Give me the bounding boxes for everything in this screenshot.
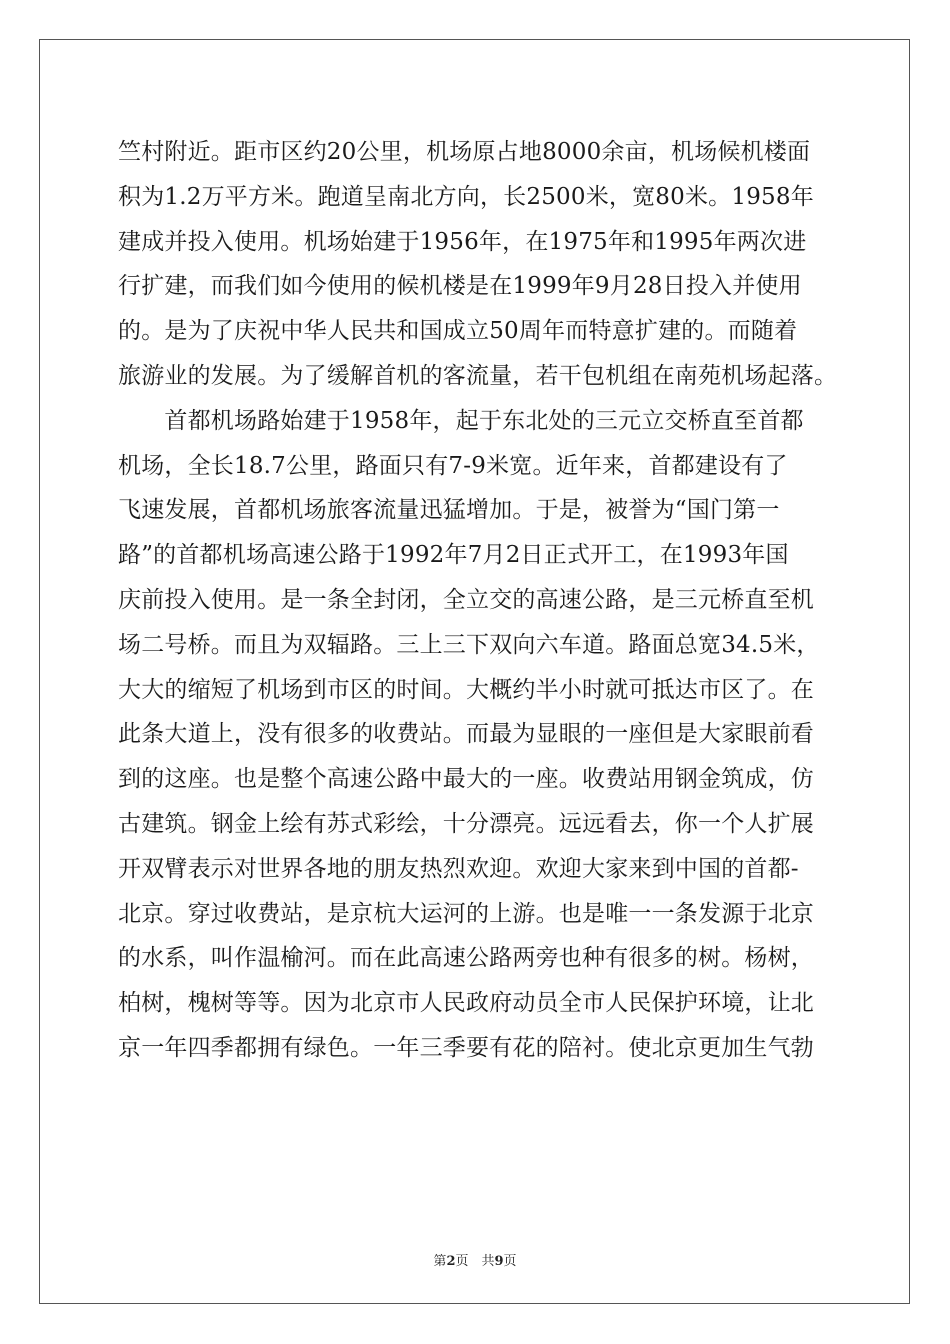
text-line: 场二号桥。而且为双辐路。三上三下双向六车道。路面总宽34.5米， [118, 631, 820, 658]
document-body [118, 130, 836, 1071]
text-line: 路”的首都机场高速公路于1992年7月2日正式开工，在1993年国 [118, 542, 789, 569]
text-line: 飞速发展，首都机场旅客流量迅猛增加。于是，被誉为“国门第一 [118, 497, 780, 524]
text-line: 的水系，叫作温榆河。而在此高速公路两旁也种有很多的树。杨树， [118, 945, 814, 972]
text-line: 的。是为了庆祝中华人民共和国成立50周年而特意扩建的。而随着 [118, 318, 798, 345]
text-line: 积为1.2万平方米。跑道呈南北方向，长2500米，宽80米。1958年 [118, 183, 814, 210]
text-line: 庆前投入使用。是一条全封闭，全立交的高速公路，是三元桥直至机 [118, 586, 814, 613]
page-number-current: 2 [446, 1254, 456, 1269]
text-line: 此条大道上，没有很多的收费站。而最为显眼的一座但是大家眼前看 [118, 721, 814, 748]
page-footer [0, 1250, 950, 1269]
page-number-mid: 页 共 [455, 1254, 495, 1269]
text-line: 北京。穿过收费站，是京杭大运河的上游。也是唯一一条发源于北京 [118, 900, 814, 927]
text-line: 到的这座。也是整个高速公路中最大的一座。收费站用钢金筑成，仿 [118, 766, 814, 793]
text-line: 大大的缩短了机场到市区的时间。大概约半小时就可抵达市区了。在 [118, 676, 814, 703]
text-line: 建成并投入使用。机场始建于1956年，在1975年和1995年两次进 [118, 228, 807, 255]
text-line: 旅游业的发展。为了缓解首机的客流量，若干包机组在南苑机场起落。 [118, 362, 838, 389]
text-line: 开双臂表示对世界各地的朋友热烈欢迎。欢迎大家来到中国的首都- [118, 855, 799, 882]
text-line: 京一年四季都拥有绿色。一年三季要有花的陪衬。使北京更加生气勃 [118, 1034, 814, 1061]
text-line: 柏树，槐树等等。因为北京市人民政府动员全市人民保护环境，让北 [118, 990, 814, 1017]
page-number-total: 9 [494, 1254, 504, 1269]
text-line: 古建筑。钢金上绘有苏式彩绘，十分漂亮。远远看去，你一个人扩展 [118, 810, 814, 837]
page-number-prefix: 第 [433, 1254, 447, 1269]
text-line: 首都机场路始建于1958年，起于东北处的三元立交桥直至首都 [118, 407, 804, 434]
page-number-suffix: 页 [503, 1254, 517, 1269]
text-line: 机场，全长18.7公里，路面只有7-9米宽。近年来，首都建设有了 [118, 452, 788, 479]
text-line: 竺村附近。距市区约20公里，机场原占地8000余亩，机场候机楼面 [118, 139, 811, 165]
text-line: 行扩建，而我们如今使用的候机楼是在1999年9月28日投入并使用 [118, 273, 802, 300]
